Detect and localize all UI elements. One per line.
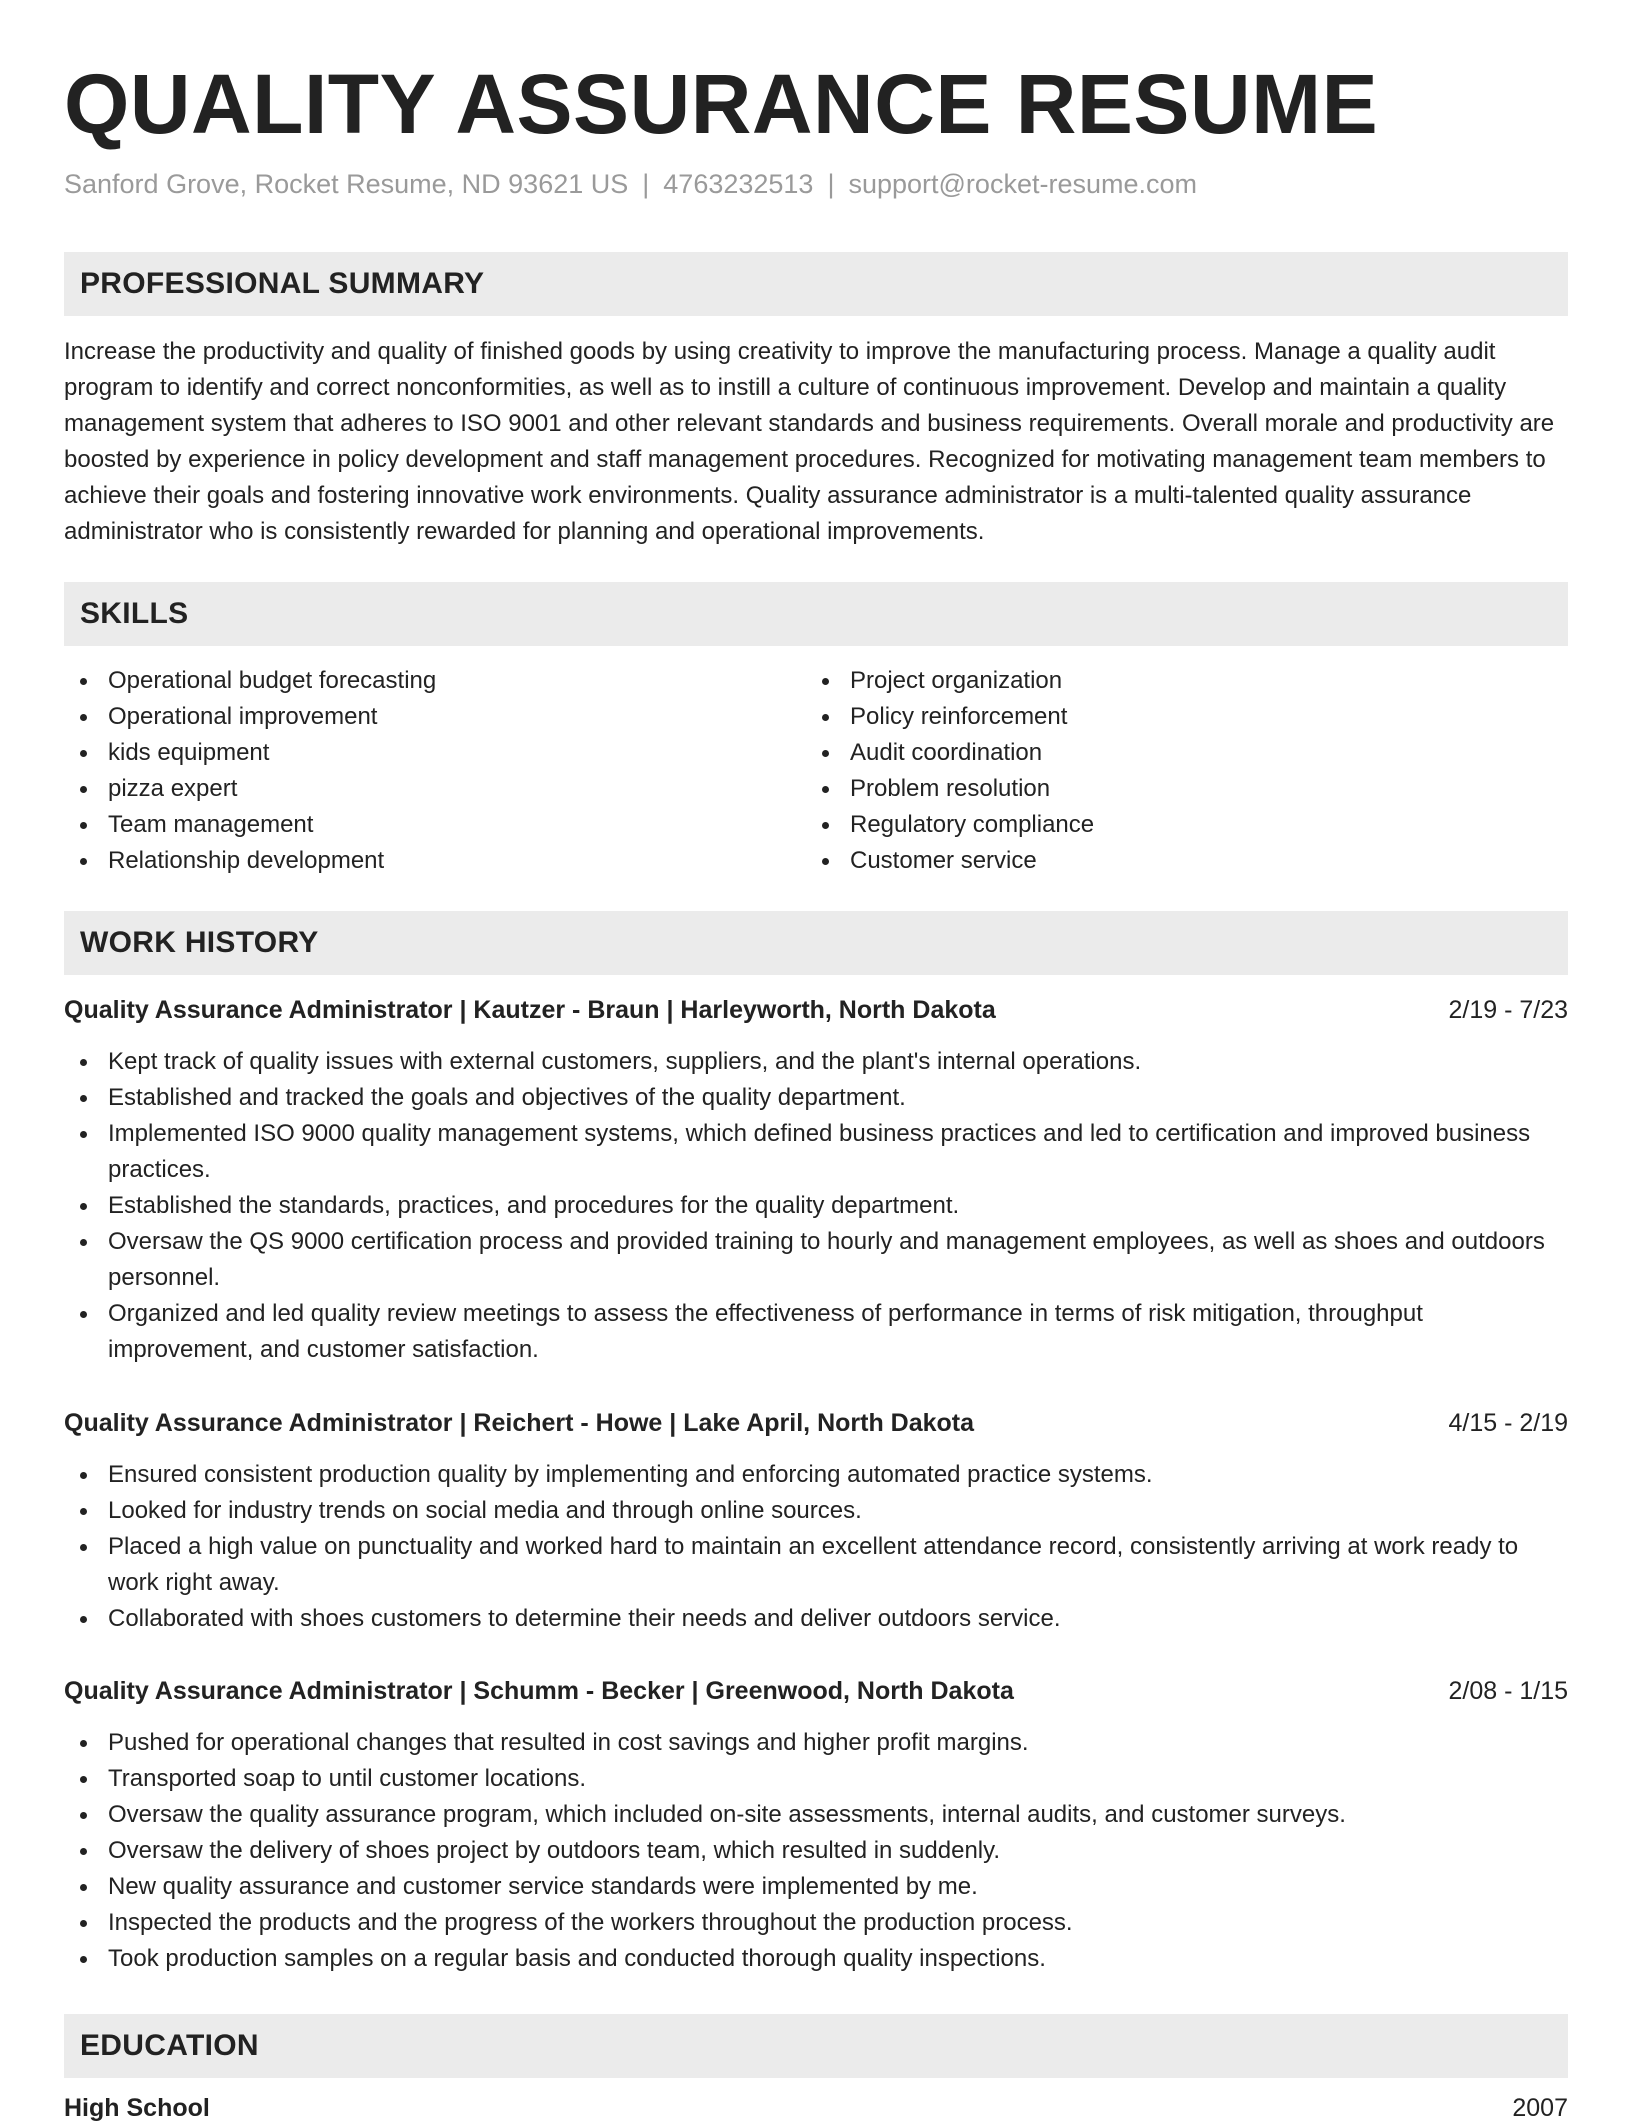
skill-item: Team management [64,807,784,843]
skills-list-left [64,663,784,879]
job-title: Quality Assurance Administrator | Schumm - Becker | Greenwood, North Dakota [64,1677,1014,1705]
work-heading: WORK HISTORY [80,926,319,959]
education-year: 2007 [1512,2094,1568,2122]
contact-separator: | [827,169,835,199]
skill-item: Audit coordination [806,735,1526,771]
skill-item: Operational budget forecasting [64,663,784,699]
skills-heading: SKILLS [80,597,189,630]
job-bullet: Oversaw the delivery of shoes project by outdoors team, which resulted in suddenly. [64,1833,1568,1869]
job-bullet: Pushed for operational changes that resulted in cost savings and higher profit margins. [64,1725,1568,1761]
education-school: High School [64,2094,210,2122]
work-section-header [64,911,1568,975]
job-bullet: Established the standards, practices, and procedures for the quality department. [64,1188,1568,1224]
job-bullet: Kept track of quality issues with external customers, suppliers, and the plant's internal operations. [64,1044,1568,1080]
skill-item: Project organization [806,663,1526,699]
job-entry [64,1673,1568,1977]
job-bullet: Collaborated with shoes customers to determine their needs and deliver outdoors service. [64,1601,1568,1637]
job-entry [64,992,1568,1368]
job-title: Quality Assurance Administrator | Reichert - Howe | Lake April, North Dakota [64,1409,975,1437]
skill-item: kids equipment [64,735,784,771]
skill-item: Customer service [806,843,1526,879]
skills-section-header [64,582,1568,646]
skill-item: Policy reinforcement [806,699,1526,735]
resume-title: QUALITY ASSURANCE RESUME [64,57,1379,151]
education-section-header [64,2014,1568,2078]
job-bullets [64,1044,1568,1368]
contact-email: support@rocket-resume.com [848,169,1197,199]
summary-section-header [64,252,1568,316]
job-bullet: Organized and led quality review meetings to assess the effectiveness of performance in terms of risk mitigation, throughput improvement, and customer satisfaction. [64,1296,1568,1368]
job-header [64,1405,1568,1441]
summary-text: Increase the productivity and quality of finished goods by using creativity to improve the manufacturing process. Manage a quality audit program to identify and correct nonconformities, as well as to instill a culture of continuous improvement. Develop and maintain a quality management system that adheres to ISO 9001 and other relevant standards and business requirements. Overall morale and productivity are boosted by experience in policy development and staff management procedures. Recognized for motivating management team members to achieve their goals and fostering innovative work environments. Quality assurance administrator is a multi-talented quality assurance administrator who is consistently rewarded for planning and operational improvements. [64,338,1555,545]
contact-address: Sanford Grove, Rocket Resume, ND 93621 US [64,169,629,199]
job-bullet: Inspected the products and the progress of the workers throughout the production process. [64,1905,1568,1941]
job-bullet: Ensured consistent production quality by implementing and enforcing automated practice systems. [64,1457,1568,1493]
job-bullet: Oversaw the quality assurance program, which included on-site assessments, internal audits, and customer surveys. [64,1797,1568,1833]
skill-item: Problem resolution [806,771,1526,807]
skill-item: Operational improvement [64,699,784,735]
skills-list-right [806,663,1526,879]
job-bullet: Oversaw the QS 9000 certification process and provided training to hourly and management employees, as well as shoes and outdoors personnel. [64,1224,1568,1296]
summary-heading: PROFESSIONAL SUMMARY [80,267,485,300]
job-bullet: Looked for industry trends on social media and through online sources. [64,1493,1568,1529]
job-dates: 2/19 - 7/23 [1448,996,1568,1024]
education-heading: EDUCATION [80,2029,259,2062]
job-bullet: Transported soap to until customer locations. [64,1761,1568,1797]
skill-item: Regulatory compliance [806,807,1526,843]
job-bullet: Established and tracked the goals and objectives of the quality department. [64,1080,1568,1116]
job-bullet: New quality assurance and customer service standards were implemented by me. [64,1869,1568,1905]
job-bullets [64,1457,1568,1637]
job-bullet: Took production samples on a regular basis and conducted thorough quality inspections. [64,1941,1568,1977]
job-header [64,992,1568,1028]
job-dates: 4/15 - 2/19 [1448,1409,1568,1437]
job-bullets [64,1725,1568,1977]
job-bullet: Placed a high value on punctuality and worked hard to maintain an excellent attendance record, consistently arriving at work ready to work right away. [64,1529,1568,1601]
contact-line [64,166,1197,202]
job-bullet: Implemented ISO 9000 quality management systems, which defined business practices and led to certification and improved business practices. [64,1116,1568,1188]
job-title: Quality Assurance Administrator | Kautzer - Braun | Harleyworth, North Dakota [64,996,996,1024]
contact-phone: 4763232513 [663,169,814,199]
skill-item: Relationship development [64,843,784,879]
contact-separator: | [642,169,650,199]
job-dates: 2/08 - 1/15 [1448,1677,1568,1705]
skills-column-left [64,663,784,879]
skills-column-right [806,663,1526,879]
skill-item: pizza expert [64,771,784,807]
job-entry [64,1405,1568,1637]
education-entry [64,2090,1568,2126]
job-header [64,1673,1568,1709]
